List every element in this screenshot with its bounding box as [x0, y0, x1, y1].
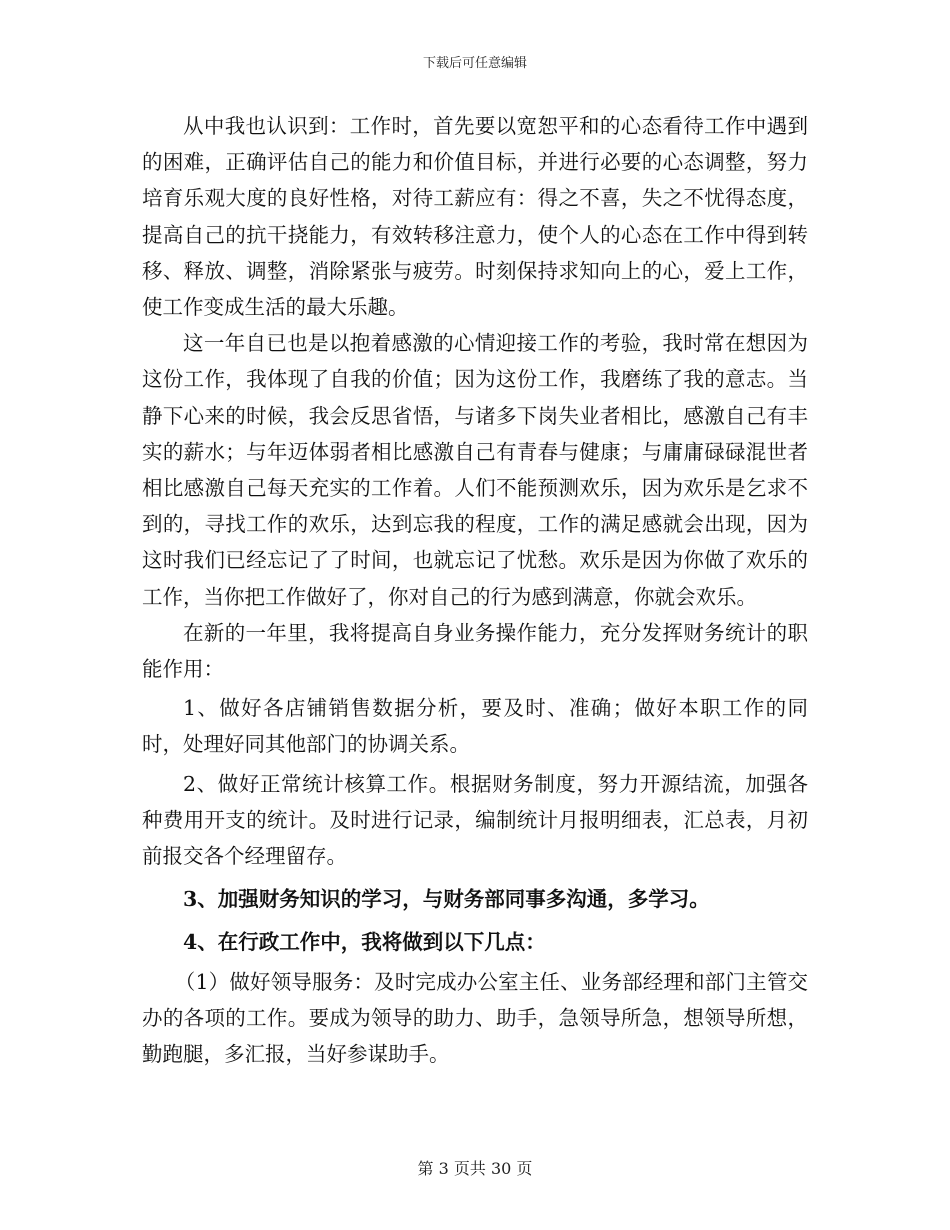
- paragraph-mindset: 从中我也认识到：工作时，首先要以宽恕平和的心态看待工作中遇到的困难，正确评估自己的能力和价值目标，并进行必要的心态调整，努力培育乐观大度的良好性格，对待工薪应有：得之不喜，失之不忧得态度，提高自己的抗干挠能力，有效转移注意力，使个人的心态在工作中得到转移、释放、调整，消除紧张与疲劳。时刻保持求知向上的心，爱上工作，使工作变成生活的最大乐趣。: [142, 114, 808, 320]
- plan-item-3-heading: 3、加强财务知识的学习，与财务部同事多沟通，多学习。: [183, 887, 710, 912]
- plan-item-2: 2、做好正常统计核算工作。根据财务制度，努力开源结流，加强各种费用开支的统计。及时进行记录，编制统计月报明细表，汇总表，月初前报交各个经理留存。: [142, 771, 808, 869]
- paragraph-new-year-plan: 在新的一年里，我将提高自身业务操作能力，充分发挥财务统计的职能作用：: [142, 620, 808, 682]
- plan-subitem-1: （1）做好领导服务：及时完成办公室主任、业务部经理和部门主管交办的各项的工作。要成为领导的助力、助手，急领导所急，想领导所想，勤跑腿，多汇报，当好参谋助手。: [142, 969, 808, 1067]
- page-footer: 第 3 页共 30 页: [417, 1159, 533, 1178]
- plan-item-4-heading: 4、在行政工作中，我将做到以下几点：: [183, 930, 546, 955]
- paragraph-gratitude: 这一年自已也是以抱着感激的心情迎接工作的考验，我时常在想因为这份工作，我体现了自我的价值；因为这份工作，我磨练了我的意志。当静下心来的时候，我会反思省悟，与诸多下岗失业者相比，感激自己有丰实的薪水；与年迈体弱者相比感激自己有青春与健康；与庸庸碌碌混世者相比感激自己每天充实的工作着。人们不能预测欢乐，因为欢乐是乞求不到的，寻找工作的欢乐，达到忘我的程度，工作的满足感就会出现，因为这时我们已经忘记了了时间，也就忘记了忧愁。欢乐是因为你做了欢乐的工作，当你把工作做好了，你对自己的行为感到满意，你就会欢乐。: [142, 331, 808, 609]
- page-header: 下载后可任意编辑: [422, 56, 527, 71]
- plan-item-1: 1、做好各店铺销售数据分析，要及时、准确；做好本职工作的同时，处理好同其他部门的协调关系。: [142, 696, 808, 757]
- document-body: [142, 108, 808, 1072]
